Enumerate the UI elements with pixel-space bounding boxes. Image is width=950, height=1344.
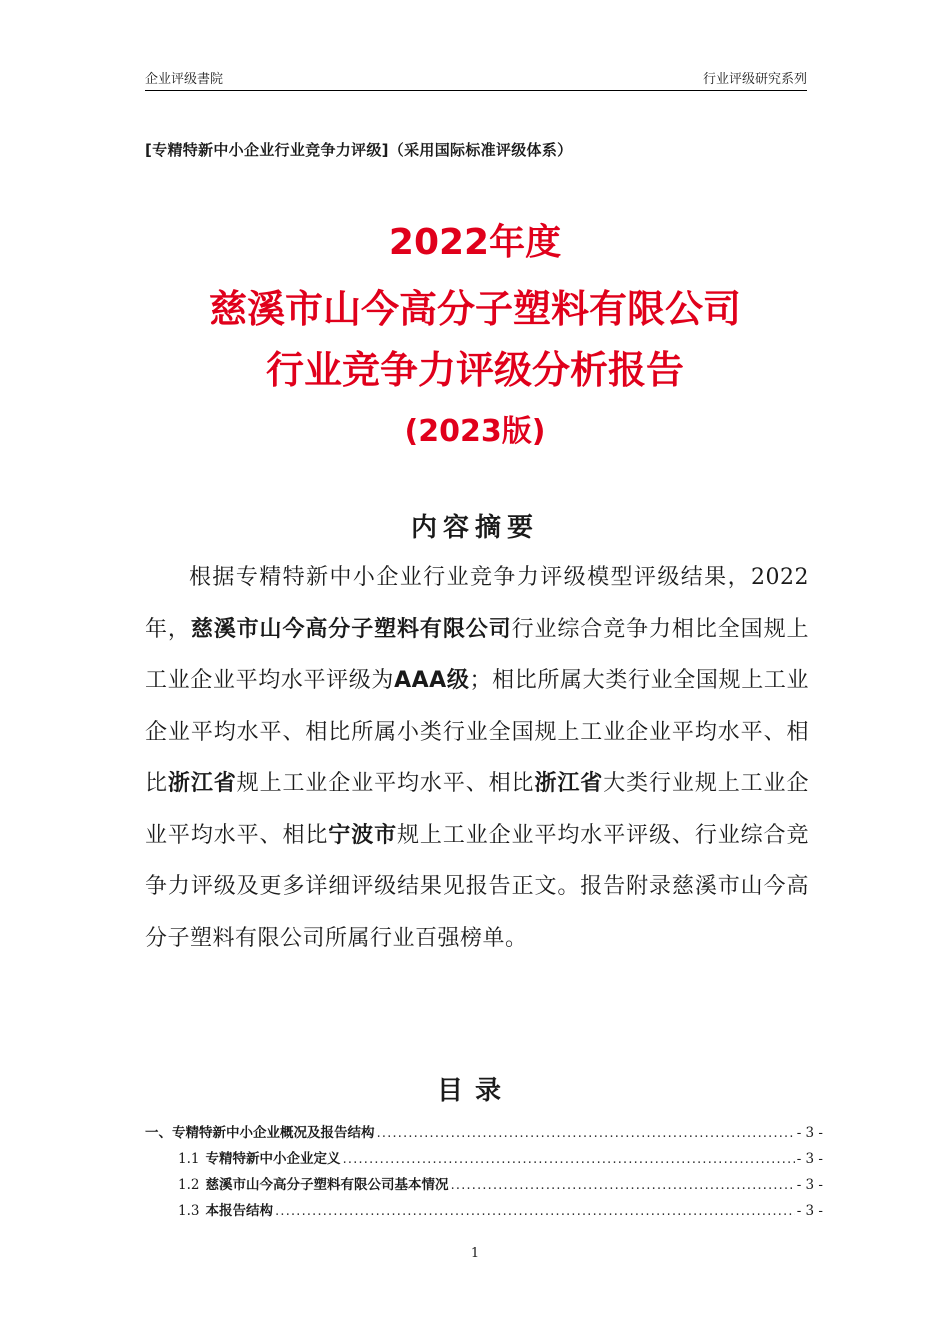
page-number: 1 bbox=[470, 1246, 480, 1261]
toc-entry[interactable] bbox=[145, 1198, 823, 1224]
abstract-rating: AAA级 bbox=[394, 668, 470, 693]
toc-leader bbox=[342, 1146, 794, 1172]
toc-entry-page: - 3 - bbox=[796, 1203, 823, 1219]
title-company: 慈溪市山今高分子塑料有限公司 bbox=[208, 287, 741, 331]
toc-entry-number: 一、 bbox=[145, 1125, 172, 1141]
toc-entry[interactable] bbox=[145, 1120, 823, 1146]
header-publisher: 企业评级書院 bbox=[145, 72, 224, 87]
toc-entry-page: - 3 - bbox=[796, 1151, 823, 1167]
toc-entry-label: 本报告结构 bbox=[205, 1203, 273, 1219]
abstract-paragraph bbox=[145, 552, 809, 964]
title-report: 行业竞争力评级分析报告 bbox=[265, 348, 684, 392]
toc-entry[interactable] bbox=[145, 1172, 823, 1198]
header-series: 行业评级研究系列 bbox=[702, 72, 807, 87]
abstract-text-1: 根据专精特新中小企业行业竞争力评级模型评级结果，2022年， bbox=[145, 565, 809, 642]
toc-leader bbox=[377, 1120, 795, 1146]
toc-entry-page: - 3 - bbox=[796, 1177, 823, 1193]
abstract-text-6: 规上工业企业平均水平评级、行业综合竞争力评级及更多详细评级结果见报告正文。报告附录慈溪市山今高分子塑料有限公司所属行业百强榜单。 bbox=[145, 822, 809, 951]
abstract-heading: 内容摘要 bbox=[410, 513, 539, 543]
abstract-text-3: ；相比所属大类行业全国规上工业企业平均水平、相比所属小类行业全国规上工业企业平均水平、相比 bbox=[145, 668, 809, 796]
toc-entry-page: - 3 - bbox=[796, 1125, 823, 1141]
table-of-contents bbox=[145, 1120, 823, 1224]
toc-heading: 目录 bbox=[436, 1076, 513, 1106]
toc-leader bbox=[275, 1198, 795, 1224]
toc-entry-number: 1.3 bbox=[178, 1203, 200, 1219]
toc-entry-label: 慈溪市山今高分子塑料有限公司基本情况 bbox=[205, 1177, 449, 1193]
toc-leader bbox=[450, 1172, 794, 1198]
title-year: 2022年度 bbox=[388, 222, 562, 263]
abstract-text-5: 大类行业规上工业企业平均水平、相比 bbox=[145, 771, 809, 848]
toc-entry[interactable] bbox=[145, 1146, 823, 1172]
subject-line: [专精特新中小企业行业竞争力评级]（采用国际标准评级体系） bbox=[145, 141, 573, 159]
toc-entry-label: 专精特新中小企业定义 bbox=[205, 1151, 341, 1167]
toc-entry-label: 专精特新中小企业概况及报告结构 bbox=[172, 1125, 375, 1141]
abstract-text-2: 行业综合竞争力相比全国规上工业企业平均水平评级为 bbox=[145, 616, 809, 693]
abstract-text-4: 规上工业企业平均水平、相比 bbox=[236, 771, 535, 796]
abstract-city: 宁波市 bbox=[328, 822, 398, 848]
toc-entry-number: 1.1 bbox=[178, 1151, 200, 1167]
title-edition: (2023版) bbox=[404, 414, 546, 449]
abstract-province-2: 浙江省 bbox=[534, 771, 604, 796]
abstract-province-1: 浙江省 bbox=[167, 771, 237, 796]
page-header bbox=[145, 68, 807, 91]
toc-entry-number: 1.2 bbox=[178, 1177, 200, 1193]
abstract-company: 慈溪市山今高分子塑料有限公司 bbox=[190, 616, 512, 642]
